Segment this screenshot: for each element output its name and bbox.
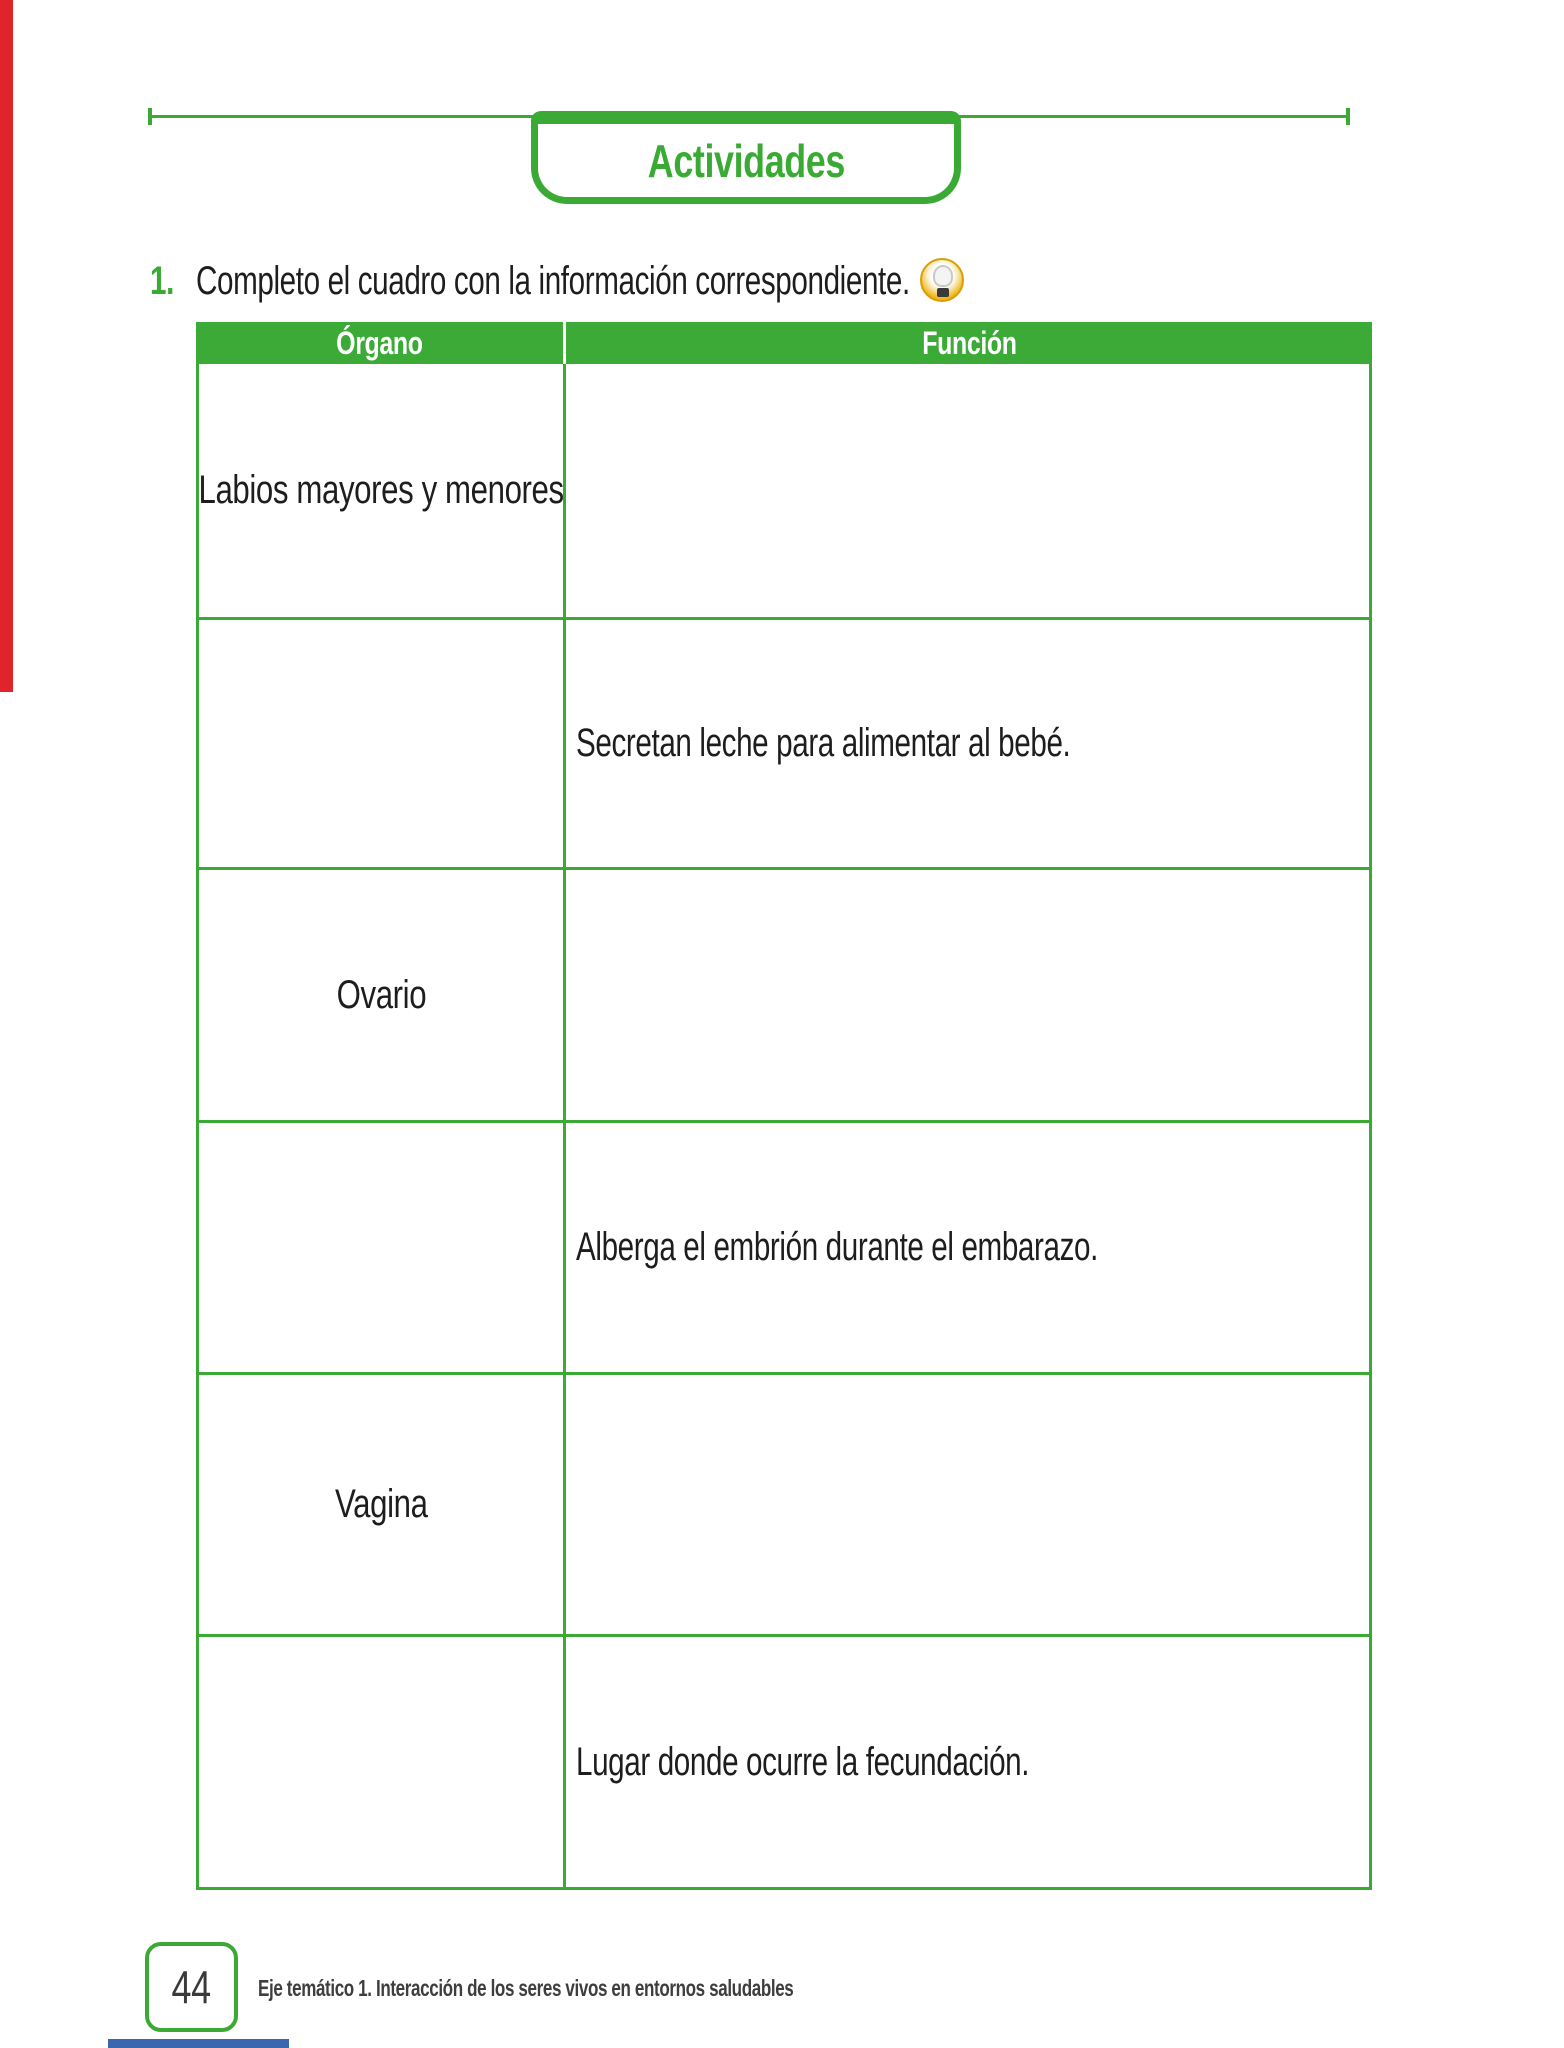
actividades-banner-label: Actividades: [647, 134, 845, 187]
lightbulb-base: [937, 288, 949, 297]
organo-cell-row1: Labios mayores y menores: [196, 364, 566, 620]
bottom-page-edge-blue-strip: [108, 2039, 289, 2048]
funcion-cell-row3: [566, 870, 1372, 1123]
organo-cell-row4: [196, 1123, 566, 1375]
instruction-text: Completo el cuadro con la información correspondiente.: [196, 259, 910, 303]
table-header-organo: Órgano: [196, 322, 566, 364]
organo-cell-row5: Vagina: [196, 1375, 566, 1637]
funcion-cell-row2: Secretan leche para alimentar al bebé.: [566, 620, 1372, 870]
organo-cell-row2: [196, 620, 566, 870]
actividades-banner: [531, 111, 961, 204]
funcion-cell-row6: Lugar donde ocurre la fecundación.: [566, 1637, 1372, 1890]
instruction-number: 1.: [150, 259, 174, 303]
header-rule-right-tick: [1346, 108, 1350, 125]
header-rule-left-tick: [148, 108, 152, 125]
lightbulb-glass: [933, 265, 953, 287]
left-page-edge-red-strip: [0, 0, 13, 692]
funcion-cell-row4: Alberga el embrión durante el embarazo.: [566, 1123, 1372, 1375]
organo-funcion-table: [196, 322, 1372, 1890]
funcion-cell-row1: [566, 364, 1372, 620]
organo-cell-row6: [196, 1637, 566, 1890]
page-number-badge: [145, 1942, 238, 2032]
organo-cell-row3: Ovario: [196, 870, 566, 1123]
page-number: 44: [171, 1961, 212, 2013]
lightbulb-icon: [920, 258, 964, 302]
funcion-cell-row5: [566, 1375, 1372, 1637]
table-header-funcion: Función: [566, 322, 1372, 364]
footer-title: Eje temático 1. Interacción de los seres vivos en entornos saludables: [258, 1975, 794, 2001]
